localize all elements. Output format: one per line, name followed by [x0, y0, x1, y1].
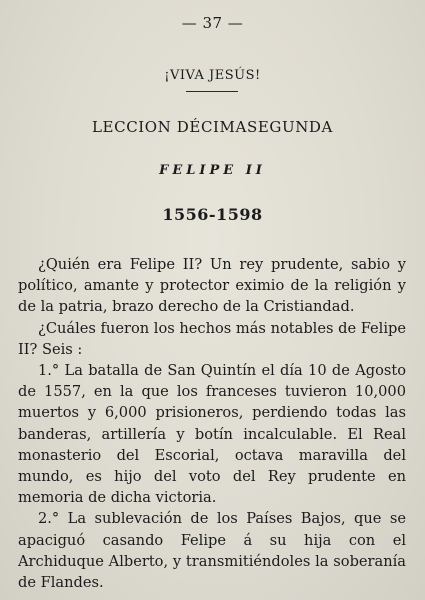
- reign-dates: 1556-1598: [162, 205, 263, 224]
- divider-rule: [186, 91, 238, 92]
- paragraph-deed-2: 2.° La sublevación de los Países Bajos, que se apaciguó casando Felipe á su hija con el Archiduque Alberto, y transmitiéndoles la soberanía de Flandes.: [18, 510, 406, 592]
- lesson-body: [18, 254, 406, 593]
- paragraph-deed-1: 1.° La batalla de San Quintín el día 10 de Agosto de 1557, en la que los franceses tuvieron 10,000 muertos y 6,000 prisioneros, perdiendo todas las banderas, artillería y botín incalculable. El Real monasterio del Escorial, octava maravilla del mundo, es hijo del voto del Rey prudente en memoria de dicha victoria.: [18, 362, 406, 507]
- paragraph-question-who: ¿Quién era Felipe II? Un rey prudente, sabio y político, amante y protector eximio de la religión y de la patria, brazo derecho de la Cristiandad.: [18, 256, 406, 316]
- lesson-title: LECCION DÉCIMASEGUNDA: [92, 118, 333, 136]
- invocation-heading: ¡VIVA JESÚS!: [164, 68, 261, 83]
- page-number: — 37 —: [181, 14, 244, 32]
- subject-title: FELIPE II: [159, 163, 266, 178]
- paragraph-question-deeds: ¿Cuáles fueron los hechos más notables de Felipe II? Seis :: [18, 319, 406, 358]
